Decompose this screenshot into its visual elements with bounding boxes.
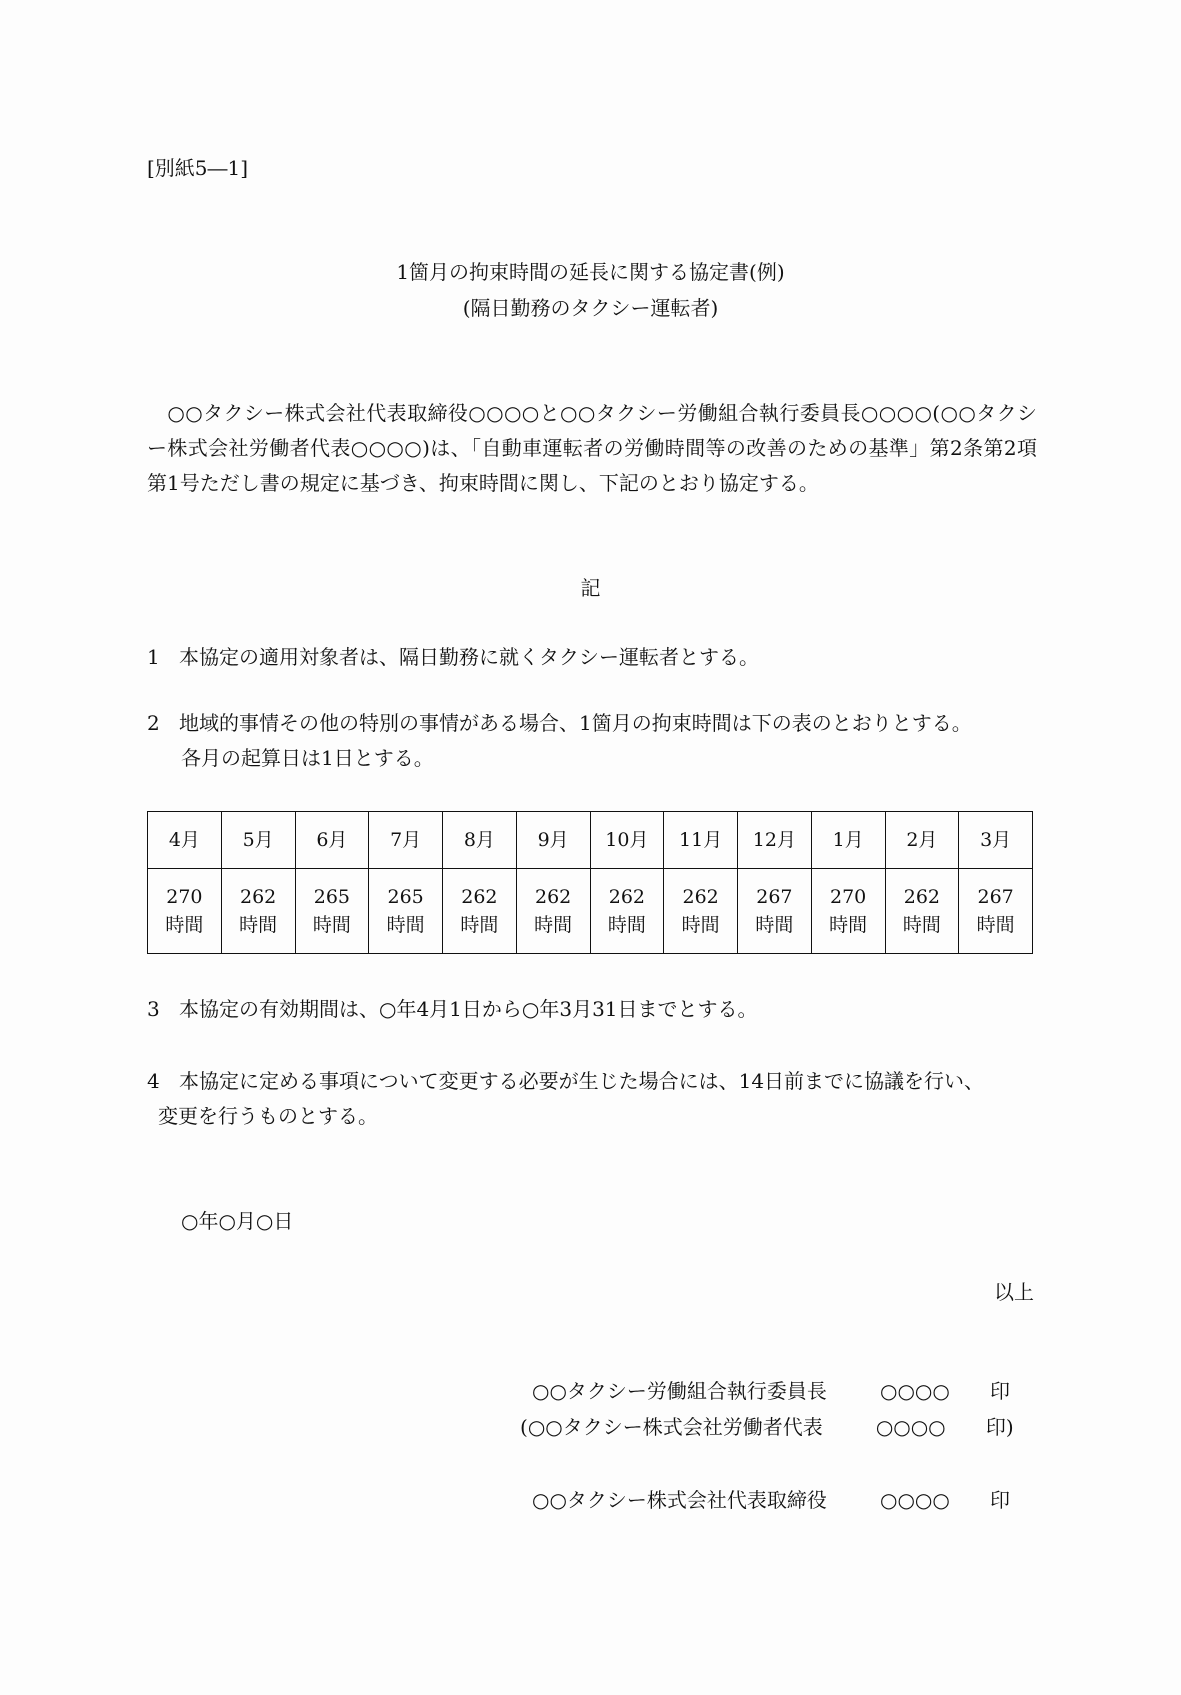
hours-cell: 270 時間 — [811, 869, 885, 954]
monthly-hours-table — [147, 811, 1033, 954]
month-cell: 1月 — [811, 812, 885, 869]
item-text: 地域的事情その他の特別の事情がある場合、1箇月の拘束時間は下の表のとおりとする。 — [179, 711, 972, 735]
month-cell: 11月 — [664, 812, 738, 869]
item-4-continued: 変更を行うものとする。 — [158, 1104, 378, 1128]
hours-cell: 262 時間 — [590, 869, 664, 954]
agreement-date: ○年○月○日 — [181, 1209, 294, 1233]
hours-cell: 265 時間 — [369, 869, 443, 954]
signatory-name: ○○○○ — [880, 1488, 950, 1512]
item-number: 3 — [147, 997, 160, 1021]
closing-mark: 以上 — [994, 1280, 1034, 1304]
item-number: 2 — [147, 711, 160, 735]
preamble-paragraph: ○○タクシー株式会社代表取締役○○○○と○○タクシー労働組合執行委員長○○○○(○○タクシー株式会社労働者代表○○○○)は、「自動車運転者の労働時間等の改善のための基準」第2条第2項第1号ただし書の規定に基づき、拘束時間に関し、下記のとおり協定する。 — [147, 401, 1037, 495]
item-text: 本協定に定める事項について変更する必要が生じた場合には、14日前までに協議を行い、 — [179, 1069, 985, 1093]
signatory-title: ○○タクシー労働組合執行委員長 — [532, 1379, 827, 1403]
item-number: 1 — [147, 645, 160, 669]
item-text: 本協定の有効期間は、○年4月1日から○年3月31日までとする。 — [179, 997, 758, 1021]
item-number: 4 — [147, 1069, 160, 1093]
month-cell: 8月 — [443, 812, 517, 869]
hours-cell: 262 時間 — [516, 869, 590, 954]
hours-cell: 262 時間 — [664, 869, 738, 954]
signatory-title: ○○タクシー株式会社代表取締役 — [532, 1488, 827, 1512]
month-cell: 3月 — [959, 812, 1033, 869]
item-2-continued: 各月の起算日は1日とする。 — [181, 746, 434, 770]
document-title: 1箇月の拘束時間の延長に関する協定書(例) — [396, 260, 785, 284]
item-text: 本協定の適用対象者は、隔日勤務に就くタクシー運転者とする。 — [179, 645, 759, 669]
item-2 — [147, 706, 972, 741]
table-hours-row — [148, 869, 1033, 954]
hours-cell: 262 時間 — [221, 869, 295, 954]
month-cell: 2月 — [885, 812, 959, 869]
month-cell: 10月 — [590, 812, 664, 869]
hours-cell: 270 時間 — [148, 869, 222, 954]
month-cell: 4月 — [148, 812, 222, 869]
month-cell: 12月 — [738, 812, 812, 869]
month-cell: 7月 — [369, 812, 443, 869]
signatory-name: ○○○○ — [880, 1379, 950, 1403]
seal-mark: 印 — [990, 1488, 1010, 1512]
document-subtitle: (隔日勤務のタクシー運転者) — [462, 296, 719, 320]
hours-cell: 262 時間 — [443, 869, 517, 954]
item-1 — [147, 640, 759, 675]
signatory-title: ○○タクシー株式会社労働者代表 — [527, 1415, 823, 1439]
signature-company-president — [532, 1483, 1010, 1518]
month-cell: 9月 — [516, 812, 590, 869]
signatory-name: ○○○○ — [875, 1415, 946, 1439]
attachment-label: [別紙5―1] — [147, 156, 249, 180]
month-cell: 5月 — [221, 812, 295, 869]
hours-cell: 262 時間 — [885, 869, 959, 954]
hours-cell: 267 時間 — [959, 869, 1033, 954]
ki-heading: 記 — [580, 576, 601, 600]
signature-worker-representative: (○○タクシー株式会社労働者代表 ○○○○ 印) — [520, 1410, 1014, 1445]
item-3 — [147, 992, 758, 1027]
seal-mark: 印 — [985, 1415, 1006, 1439]
month-cell: 6月 — [295, 812, 369, 869]
seal-mark: 印 — [990, 1379, 1010, 1403]
signature-union-chair — [532, 1374, 1010, 1409]
table-header-row — [148, 812, 1033, 869]
item-4 — [147, 1064, 984, 1099]
hours-cell: 267 時間 — [738, 869, 812, 954]
hours-cell: 265 時間 — [295, 869, 369, 954]
